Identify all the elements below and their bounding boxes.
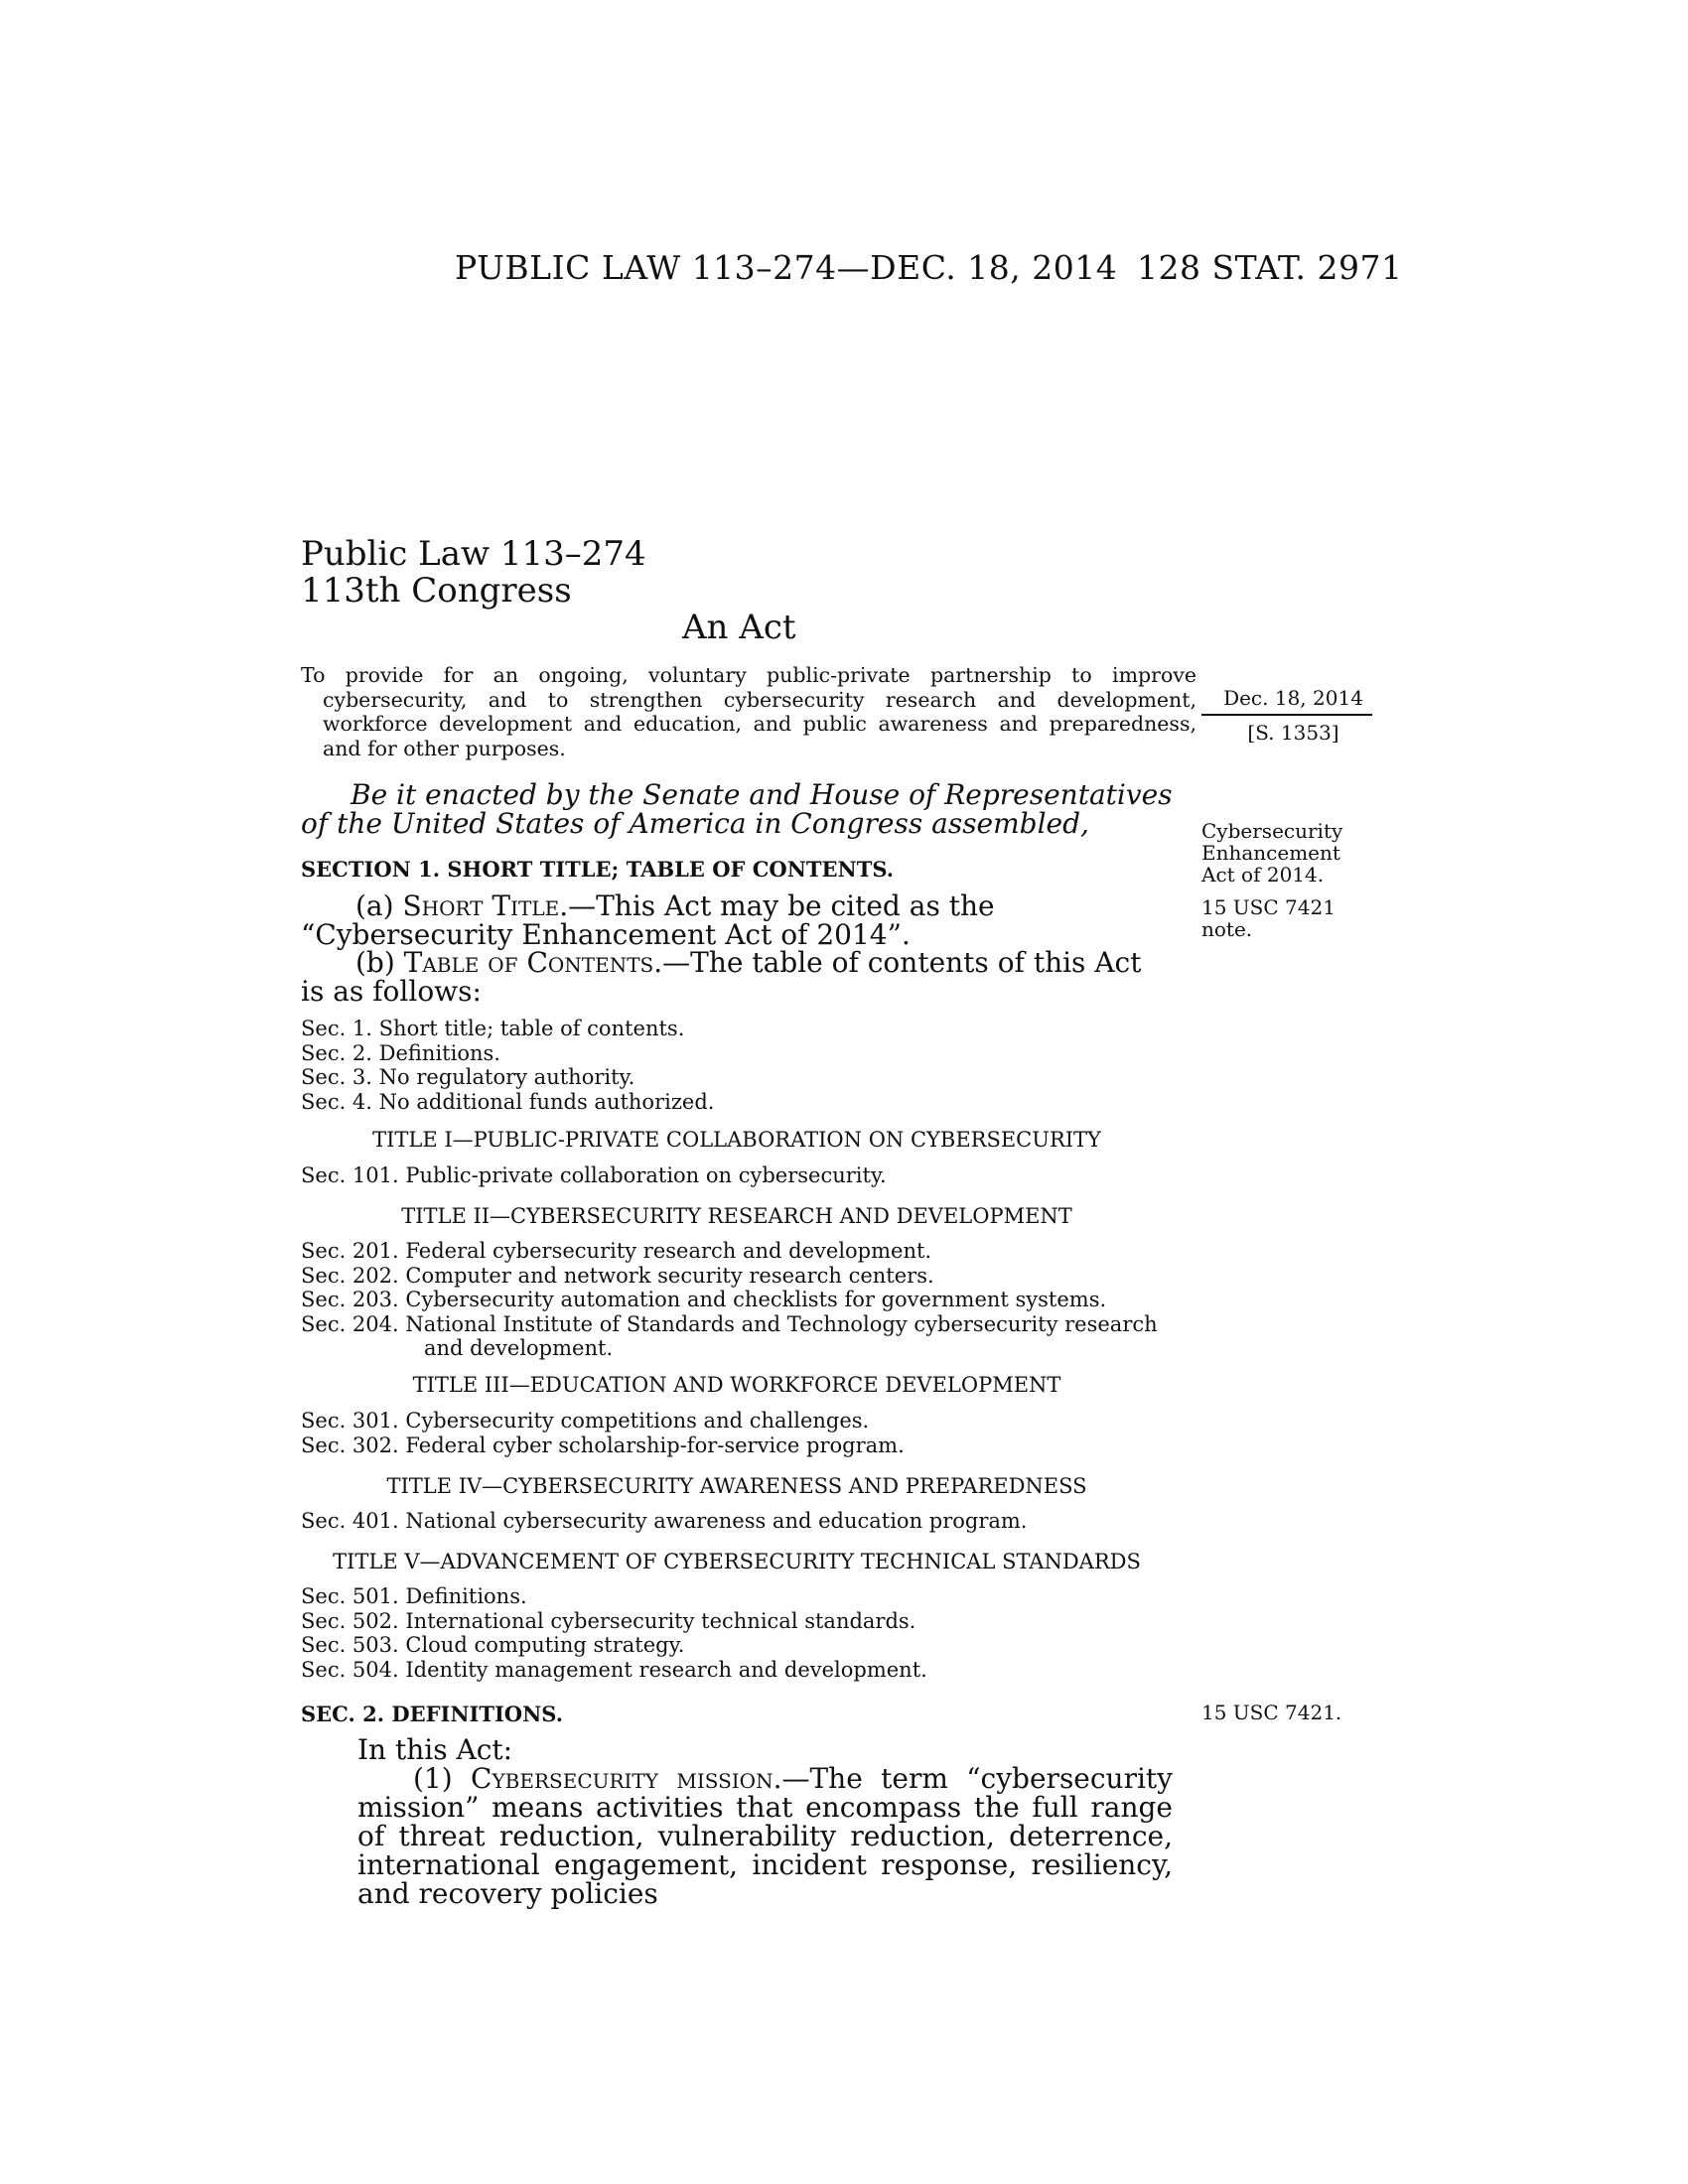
toc-title-1-items bbox=[301, 1163, 887, 1188]
toc-entry bbox=[301, 1584, 927, 1609]
toc-entry bbox=[301, 1264, 1158, 1289]
usc-margin-note bbox=[1201, 896, 1336, 940]
toc-entry bbox=[301, 1239, 1158, 1264]
usc-margin-note-2: 15 USC 7421. bbox=[1201, 1701, 1342, 1724]
section-2-intro: In this Act: bbox=[357, 1733, 513, 1766]
bill-number-note: [S. 1353] bbox=[1247, 721, 1339, 745]
public-law-number: Public Law 113–274 bbox=[301, 534, 646, 574]
toc-sec-number: Sec. 504. bbox=[301, 1657, 399, 1682]
toc-sec-title: Definitions. bbox=[378, 1040, 500, 1065]
margin-note-line: Enhancement bbox=[1201, 841, 1340, 865]
toc-entry bbox=[301, 1065, 714, 1090]
toc-sec-number: Sec. 201. bbox=[301, 1239, 399, 1263]
toc-sec-number: Sec. 401. bbox=[301, 1509, 399, 1533]
paragraph-text: .—This Act may be cited as the “Cybersecurity Enhancement Act of 2014”. bbox=[301, 889, 995, 951]
toc-title-3-heading: TITLE III—EDUCATION AND WORKFORCE DEVELOPMENT bbox=[412, 1373, 1061, 1397]
toc-entry bbox=[301, 1288, 1158, 1312]
toc-sec-number: Sec. 503. bbox=[301, 1633, 399, 1657]
margin-note-line: 15 USC 7421 bbox=[1201, 895, 1336, 919]
enactment-date-note: Dec. 18, 2014 bbox=[1223, 686, 1363, 710]
running-header-title: PUBLIC LAW 113–274—DEC. 18, 2014 bbox=[455, 248, 1118, 287]
toc-sec-number: Sec. 202. bbox=[301, 1263, 399, 1288]
toc-sec-number: Sec. 203. bbox=[301, 1288, 399, 1311]
paragraph-text: .—The table of contents of this Act is as follows: bbox=[301, 946, 1142, 1008]
paragraph-label: (b) bbox=[355, 946, 404, 979]
toc-sec-title: National Institute of Standards and Technology cybersecurity research bbox=[405, 1311, 1158, 1336]
section-1a-paragraph bbox=[301, 891, 1173, 949]
toc-entry bbox=[301, 1433, 905, 1458]
toc-title-2-heading: TITLE II—CYBERSECURITY RESEARCH AND DEVELOPMENT bbox=[401, 1204, 1072, 1228]
toc-sec-title: Cybersecurity automation and checklists for government systems. bbox=[405, 1288, 1107, 1311]
paragraph-caption: Short Title bbox=[402, 889, 560, 922]
toc-entry bbox=[301, 1041, 714, 1066]
toc-sec-title: Cybersecurity competitions and challenges. bbox=[405, 1409, 870, 1433]
toc-sec-number: Sec. 1. bbox=[301, 1017, 372, 1040]
section-1-heading: SECTION 1. SHORT TITLE; TABLE OF CONTENTS. bbox=[301, 857, 895, 882]
toc-entry bbox=[301, 1658, 927, 1683]
toc-title-4-items bbox=[301, 1509, 1027, 1534]
law-identification bbox=[301, 536, 646, 610]
toc-entry bbox=[301, 1312, 1158, 1337]
toc-sec-number: Sec. 501. bbox=[301, 1584, 399, 1608]
toc-sec-title: International cybersecurity technical standards. bbox=[405, 1608, 916, 1633]
toc-sec-title: Short title; table of contents. bbox=[378, 1017, 685, 1040]
congress-number: 113th Congress bbox=[301, 571, 572, 611]
toc-entry bbox=[301, 1609, 927, 1634]
toc-sec-number: Sec. 2. bbox=[301, 1040, 372, 1065]
toc-sec-number: Sec. 3. bbox=[301, 1065, 372, 1089]
toc-sec-title: National cybersecurity awareness and education program. bbox=[405, 1509, 1028, 1533]
margin-note-line: Cybersecurity bbox=[1201, 819, 1343, 843]
toc-entry bbox=[301, 1163, 887, 1188]
margin-note-line: note. bbox=[1201, 917, 1253, 941]
toc-sec-title: Definitions. bbox=[405, 1584, 527, 1608]
toc-sec-number: Sec. 204. bbox=[301, 1311, 399, 1336]
toc-title-5-heading: TITLE V—ADVANCEMENT OF CYBERSECURITY TECHNICAL STANDARDS bbox=[333, 1550, 1141, 1573]
section-1b-paragraph bbox=[301, 948, 1173, 1006]
section-2-heading: SEC. 2. DEFINITIONS. bbox=[301, 1702, 564, 1726]
margin-rule bbox=[1201, 714, 1372, 716]
toc-entry bbox=[301, 1509, 1027, 1534]
toc-title-4-heading: TITLE IV—CYBERSECURITY AWARENESS AND PREPAREDNESS bbox=[386, 1474, 1087, 1498]
paragraph-label: (a) bbox=[355, 889, 403, 922]
margin-note-line: Act of 2014. bbox=[1201, 863, 1325, 887]
section-2-paragraph-1 bbox=[357, 1764, 1173, 1908]
toc-title-2-items bbox=[301, 1239, 1158, 1361]
toc-sec-number: Sec. 301. bbox=[301, 1409, 399, 1433]
toc-title-1-heading: TITLE I—PUBLIC-PRIVATE COLLABORATION ON CYBERSECURITY bbox=[372, 1128, 1101, 1152]
act-heading: An Act bbox=[682, 608, 796, 647]
toc-sec-title: Public-private collaboration on cybersecurity. bbox=[405, 1163, 887, 1187]
toc-entry bbox=[301, 1409, 905, 1433]
purpose-statement: To provide for an ongoing, voluntary public-private partnership to improve cybersecurity, and to strengthen cybersecurity research and development, workforce development and education, and public awareness and preparedness, and for other purposes. bbox=[301, 663, 1196, 760]
toc-title-3-items bbox=[301, 1409, 905, 1457]
toc-entry bbox=[301, 1633, 927, 1658]
toc-entry-continuation: and development. bbox=[424, 1336, 614, 1360]
paragraph-caption: Cybersecurity mission bbox=[471, 1762, 774, 1795]
toc-sec-number: Sec. 4. bbox=[301, 1089, 372, 1114]
paragraph-label: (1) bbox=[413, 1762, 472, 1795]
toc-sec-number: Sec. 101. bbox=[301, 1163, 399, 1187]
enacting-clause: Be it enacted by the Senate and House of Representatives of the United States of America in Congress assembled, bbox=[301, 778, 1173, 840]
short-title-margin-note bbox=[1201, 820, 1342, 886]
toc-sec-title: No regulatory authority. bbox=[378, 1065, 635, 1089]
toc-general bbox=[301, 1017, 714, 1114]
toc-sec-title: Federal cyber scholarship-for-service program. bbox=[405, 1433, 905, 1457]
toc-sec-title: Federal cybersecurity research and development. bbox=[405, 1239, 932, 1263]
toc-entry bbox=[301, 1090, 714, 1115]
paragraph-text: .—The term “cybersecurity mission” means activities that encompass the full range of threat reduction, vulnerability reduction, deterrence, international engagement, incident response, resiliency, and recovery policies bbox=[357, 1762, 1174, 1910]
toc-title-5-items bbox=[301, 1584, 927, 1682]
toc-sec-title: Identity management research and development. bbox=[405, 1657, 927, 1682]
toc-sec-number: Sec. 502. bbox=[301, 1608, 399, 1633]
paragraph-caption: Table of Contents bbox=[403, 946, 654, 979]
page-number: 128 STAT. 2971 bbox=[1137, 248, 1403, 287]
toc-sec-title: Computer and network security research centers. bbox=[405, 1263, 934, 1288]
toc-entry bbox=[301, 1017, 714, 1041]
toc-sec-title: No additional funds authorized. bbox=[378, 1089, 715, 1114]
toc-sec-title: Cloud computing strategy. bbox=[405, 1633, 685, 1657]
toc-sec-number: Sec. 302. bbox=[301, 1433, 399, 1457]
